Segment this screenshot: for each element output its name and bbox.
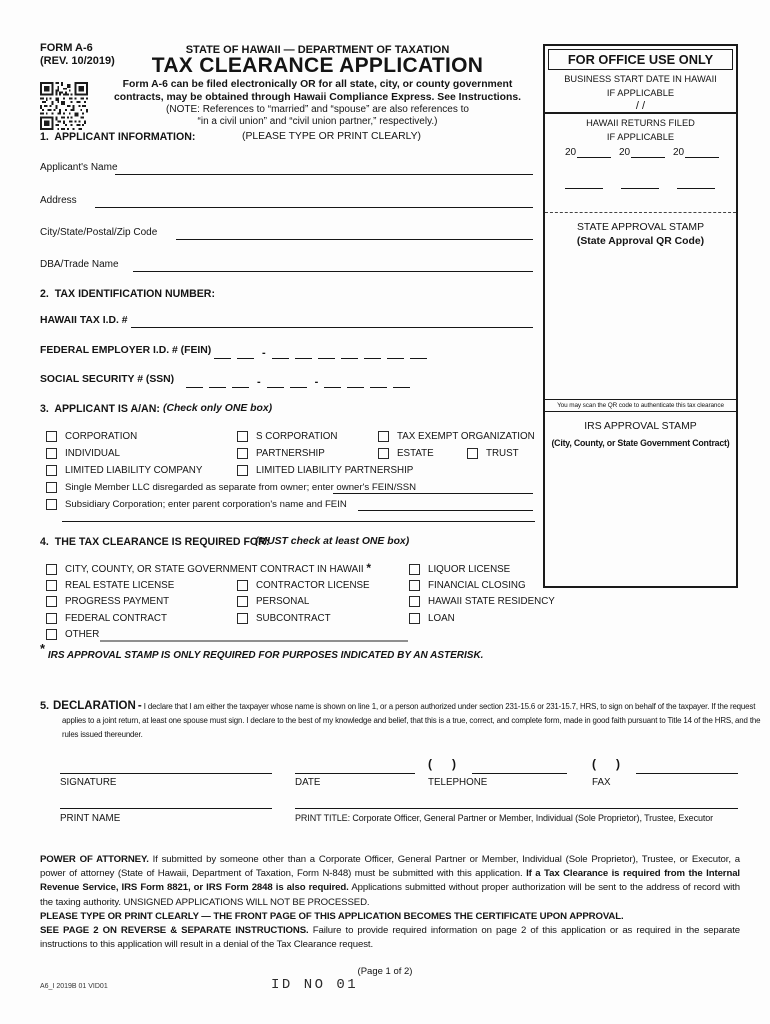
owner-fein-ssn-input-line[interactable]	[333, 493, 533, 494]
year-field-2	[619, 146, 665, 158]
form-revision: (REV. 10/2019)	[40, 55, 115, 67]
fein-digit-cell[interactable]	[387, 346, 404, 359]
checkbox-label: FINANCIAL CLOSING	[428, 580, 526, 591]
year-field-3	[673, 146, 719, 158]
checkbox-partnership[interactable]	[237, 448, 325, 459]
section1-heading: 1. APPLICANT INFORMATION:	[40, 131, 196, 143]
checkbox-subcontract[interactable]	[237, 613, 331, 624]
checkbox-trust[interactable]	[467, 448, 519, 459]
if-applicable-label2: IF APPLICABLE	[606, 132, 675, 142]
checkbox-single-member-llc[interactable]	[46, 482, 416, 493]
checkbox-box[interactable]	[46, 499, 57, 510]
checkbox-subsidiary-corporation[interactable]	[46, 499, 347, 510]
declaration-title: DECLARATION	[52, 700, 136, 712]
checkbox-label: HAWAII STATE RESIDENCY	[428, 596, 555, 607]
checkbox-box[interactable]	[467, 448, 478, 459]
checkbox-other[interactable]	[46, 629, 99, 640]
checkbox-box[interactable]	[409, 596, 420, 607]
checkbox-label: TRUST	[486, 448, 519, 459]
signature-input-line[interactable]	[60, 773, 272, 774]
checkbox-estate[interactable]	[378, 448, 434, 459]
checkbox-personal[interactable]	[237, 596, 309, 607]
checkbox-box[interactable]	[409, 580, 420, 591]
checkbox-box[interactable]	[237, 431, 248, 442]
fax-label: FAX	[592, 777, 611, 788]
checkbox-box[interactable]	[46, 580, 57, 591]
page-number-note: (Page 1 of 2)	[357, 966, 413, 977]
declaration-number: 5.	[40, 700, 49, 712]
subtitle-line1: Form A-6 can be filed electronically OR for all state, city, or county government	[122, 79, 513, 90]
office-box-divider	[545, 112, 736, 114]
declaration-dash: -	[137, 700, 142, 712]
qr-code-icon	[40, 82, 88, 130]
fein-digit-cell[interactable]	[272, 346, 289, 359]
ssn-digit-cell[interactable]	[232, 375, 249, 388]
declaration-text: I declare that I am either the taxpayer whose name is shown on line 1, or a person authorized under section 231-15.6 or 231-15.7, HRS, to sign on behalf of the taxpayer. If the request applies to a joint return, at least one spouse must sign. I declare to the best of my knowledge and belief, that this is a true, correct, and complete form, made in good faith pursuant to Title 14 of the HRS, and the rules issued thereunder.	[62, 702, 761, 739]
ssn-label: SOCIAL SECURITY # (SSN)	[40, 374, 175, 385]
checkbox-box[interactable]	[409, 613, 420, 624]
fein-digit-cells[interactable]	[214, 346, 433, 359]
checkbox-label: PROGRESS PAYMENT	[65, 596, 170, 607]
checkbox-box[interactable]	[237, 580, 248, 591]
fein-digit-cell[interactable]	[364, 346, 381, 359]
ssn-digit-cell[interactable]	[393, 375, 410, 388]
checkbox-label: S CORPORATION	[256, 431, 338, 442]
ssn-digit-cell[interactable]	[186, 375, 203, 388]
print-title-label: PRINT TITLE: Corporate Officer, General Partner or Member, Individual (Sole Proprietor), Trustee, Executor	[295, 813, 714, 823]
other-input-line[interactable]	[100, 640, 408, 642]
note-line1: (NOTE: References to “married” and “spouse” are also references to	[166, 104, 469, 115]
checkbox-contractor-license[interactable]	[237, 580, 370, 591]
year-field-1	[565, 146, 611, 158]
hawaii-tax-id-label: HAWAII TAX I.D. #	[40, 315, 128, 326]
checkbox-box[interactable]	[46, 465, 57, 476]
checkbox-label: FEDERAL CONTRACT	[65, 613, 167, 624]
year-prefix: 20	[673, 147, 685, 158]
hawaii-returns-filed-label: HAWAII RETURNS FILED	[586, 118, 695, 128]
checkbox-limited-liability-partnership[interactable]	[237, 465, 413, 476]
address-label: Address	[40, 195, 77, 206]
section4-heading-note: (MUST check at least ONE box)	[255, 536, 410, 547]
ssn-dash: -	[314, 376, 319, 388]
checkbox-federal-contract[interactable]	[46, 613, 167, 624]
irs-approval-stamp-label: IRS APPROVAL STAMP	[584, 421, 697, 432]
checkbox-tax-exempt-organization[interactable]	[378, 431, 535, 442]
ssn-digit-cell[interactable]	[290, 375, 307, 388]
checkbox-box[interactable]	[409, 564, 420, 575]
checkbox-label: SUBCONTRACT	[256, 613, 331, 624]
checkbox-box[interactable]	[46, 629, 57, 640]
print-name-label: PRINT NAME	[60, 813, 121, 824]
form-code: A6_I 2019B 01 VID01	[40, 983, 108, 990]
fein-digit-cell[interactable]	[318, 346, 335, 359]
ssn-digit-cell[interactable]	[347, 375, 364, 388]
checkbox-box[interactable]	[46, 564, 57, 575]
year-blank-3	[685, 146, 719, 158]
checkbox-label: TAX EXEMPT ORGANIZATION	[397, 431, 535, 442]
asterisk-note	[40, 641, 484, 663]
state-approval-stamp-label: STATE APPROVAL STAMP	[576, 222, 705, 233]
ssn-digit-cells[interactable]	[186, 375, 416, 388]
fein-digit-cell[interactable]	[341, 346, 358, 359]
year-blank-2	[631, 146, 665, 158]
checkbox-label: LIQUOR LICENSE	[428, 564, 511, 575]
office-use-box	[543, 44, 738, 588]
checkbox-box[interactable]	[46, 482, 57, 493]
checkbox-box[interactable]	[46, 448, 57, 459]
checkbox-label: LIMITED LIABILITY PARTNERSHIP	[256, 465, 414, 476]
year-blank-1	[577, 146, 611, 158]
agency-title: STATE OF HAWAII — DEPARTMENT OF TAXATION	[185, 44, 450, 56]
ssn-digit-cell[interactable]	[370, 375, 387, 388]
checkbox-liquor-license[interactable]	[409, 564, 510, 575]
fein-label: FEDERAL EMPLOYER I.D. # (FEIN)	[40, 345, 212, 356]
checkbox-label: LOAN	[428, 613, 455, 624]
section2-heading: 2. TAX IDENTIFICATION NUMBER:	[40, 288, 215, 300]
fein-digit-cell[interactable]	[295, 346, 312, 359]
section3-heading: 3. APPLICANT IS A/AN:	[40, 403, 160, 415]
ssn-digit-cell[interactable]	[267, 375, 284, 388]
fein-digit-cell[interactable]	[237, 346, 254, 359]
applicant-name-label: Applicant's Name	[40, 162, 118, 173]
asterisk-marker: *	[366, 561, 372, 575]
office-box-dashed-divider	[545, 212, 736, 213]
fein-dash: -	[262, 347, 266, 359]
fax-input-line[interactable]	[636, 773, 738, 774]
section4-heading: 4. THE TAX CLEARANCE IS REQUIRED FOR:	[40, 536, 270, 548]
power-of-attorney-paragraph	[40, 853, 740, 952]
form-number: FORM A-6	[40, 42, 93, 54]
checkbox-hawaii-state-residency[interactable]	[409, 596, 555, 607]
year-prefix: 20	[565, 147, 577, 158]
checkbox-label: REAL ESTATE LICENSE	[65, 580, 175, 591]
checkbox-financial-closing[interactable]	[409, 580, 526, 591]
date-input-line[interactable]	[295, 773, 415, 774]
checkbox-box[interactable]	[237, 596, 248, 607]
dba-trade-name-label: DBA/Trade Name	[40, 259, 119, 270]
poa-bold-3: PLEASE TYPE OR PRINT CLEARLY — THE FRONT PAGE OF THIS APPLICATION BECOMES THE CERTIFICATE UPON APPROVAL.	[40, 910, 624, 922]
poa-bold-1: POWER OF ATTORNEY.	[40, 854, 149, 865]
dba-trade-name-input-line[interactable]	[133, 271, 533, 272]
print-title-input-line[interactable]	[295, 808, 738, 809]
declaration-paragraph	[40, 700, 762, 741]
poa-bold-4: SEE PAGE 2 ON REVERSE & SEPARATE INSTRUCTIONS.	[40, 925, 309, 937]
checkbox-box[interactable]	[46, 431, 57, 442]
checkbox-label: CORPORATION	[65, 431, 138, 442]
ssn-dash: -	[257, 376, 261, 388]
subtitle-line2: contracts, may be obtained through Hawaii Compliance Express. See Instructions.	[113, 92, 522, 103]
asterisk-icon: *	[40, 641, 46, 656]
qr-authenticate-note: You may scan the QR code to authenticate this tax clearance	[545, 399, 736, 412]
address-input-line[interactable]	[95, 207, 533, 208]
poa-text-1: If submitted by someone other than a Corporate Officer, General Partner or Member, Individual (Sole Proprietor), Trustee, or Executor, a power of attorney (State of Hawaii, Department of Taxation, Form N-848) must be submitted with this application.	[40, 854, 740, 880]
checkbox-label: CONTRACTOR LICENSE	[256, 580, 370, 591]
note-line2: “in a civil union” and “civil union partner,” respectively.)	[197, 116, 438, 127]
poa-text-2: Applications submitted without proper authorization will be sent to the address of record with the taxing authority. UNSIGNED APPLICATIONS WILL NOT BE PROCESSED.	[40, 882, 740, 908]
hawaii-tax-id-input-line[interactable]	[131, 327, 533, 328]
checkbox-limited-liability-company[interactable]	[46, 465, 202, 476]
checkbox-individual[interactable]	[46, 448, 120, 459]
poa-text-3: Failure to provide required information on page 2 of this application or as required in the separate instructions to this application will result in a denial of the Tax Clearance request.	[40, 925, 740, 951]
business-start-date-slashes: / /	[635, 100, 646, 112]
id-number: ID NO 01	[271, 977, 359, 993]
checkbox-label: Subsidiary Corporation; enter parent corporation's name and FEIN	[65, 499, 347, 510]
checkbox-progress-payment[interactable]	[46, 596, 169, 607]
checkbox-box[interactable]	[378, 448, 389, 459]
if-applicable-label: IF APPLICABLE	[606, 88, 675, 98]
office-use-title: FOR OFFICE USE ONLY	[548, 49, 733, 70]
checkbox-box[interactable]	[46, 596, 57, 607]
checkbox-label: CITY, COUNTY, OR STATE GOVERNMENT CONTRACT IN HAWAII *	[65, 561, 372, 575]
telephone-label: TELEPHONE	[428, 777, 488, 788]
parent-corporation-input-line[interactable]	[358, 510, 533, 511]
checkbox-real-estate-license[interactable]	[46, 580, 174, 591]
page-title: TAX CLEARANCE APPLICATION	[151, 54, 484, 77]
checkbox-label: ESTATE	[397, 448, 434, 459]
returns-blank-2	[621, 188, 659, 189]
checkbox-label: OTHER	[65, 629, 100, 640]
state-approval-qr-label: (State Approval QR Code)	[576, 236, 705, 247]
asterisk-note-text: IRS APPROVAL STAMP IS ONLY REQUIRED FOR PURPOSES INDICATED BY AN ASTERISK.	[45, 650, 484, 661]
checkbox-box[interactable]	[237, 465, 248, 476]
checkbox-government-contract-hawaii[interactable]	[46, 561, 372, 575]
checkbox-label: Single Member LLC disregarded as separate from owner; enter owner's FEIN/SSN	[65, 482, 417, 493]
checkbox-s-corporation[interactable]	[237, 431, 337, 442]
signature-label: SIGNATURE	[60, 777, 117, 788]
parent-corporation-continuation-line[interactable]	[62, 521, 535, 522]
city-state-zip-label: City/State/Postal/Zip Code	[40, 227, 158, 238]
ssn-digit-cell[interactable]	[324, 375, 341, 388]
checkbox-box[interactable]	[237, 613, 248, 624]
poa-bold-2: If a Tax Clearance is required from the Internal Revenue Service, IRS Form 8821, or IRS Form 2848 is also required.	[40, 868, 741, 894]
applicant-name-input-line[interactable]	[115, 174, 533, 175]
checkbox-box[interactable]	[378, 431, 389, 442]
irs-approval-contract-label: (City, County, or State Government Contract)	[551, 438, 730, 448]
telephone-input-line[interactable]	[472, 773, 567, 774]
print-name-input-line[interactable]	[60, 808, 272, 809]
checkbox-corporation[interactable]	[46, 431, 137, 442]
checkbox-box[interactable]	[237, 448, 248, 459]
checkbox-label: LIMITED LIABILITY COMPANY	[65, 465, 203, 476]
checkbox-label: INDIVIDUAL	[65, 448, 120, 459]
section3-heading-note: (Check only ONE box)	[163, 403, 273, 414]
city-state-zip-input-line[interactable]	[176, 239, 533, 240]
checkbox-label: PARTNERSHIP	[256, 448, 325, 459]
returns-blank-3	[677, 188, 715, 189]
checkbox-label: PERSONAL	[256, 596, 310, 607]
fein-digit-cell[interactable]	[410, 346, 427, 359]
returns-blank-1	[565, 188, 603, 189]
fax-area-code-parens: ( )	[592, 757, 620, 771]
business-start-date-label: BUSINESS START DATE IN HAWAII	[564, 74, 717, 84]
ssn-digit-cell[interactable]	[209, 375, 226, 388]
year-prefix: 20	[619, 147, 631, 158]
date-label: DATE	[295, 777, 321, 788]
checkbox-box[interactable]	[46, 613, 57, 624]
section1-heading-note: (PLEASE TYPE OR PRINT CLEARLY)	[242, 131, 422, 142]
fein-digit-cell[interactable]	[214, 346, 231, 359]
telephone-area-code-parens: ( )	[428, 757, 456, 771]
checkbox-loan[interactable]	[409, 613, 455, 624]
